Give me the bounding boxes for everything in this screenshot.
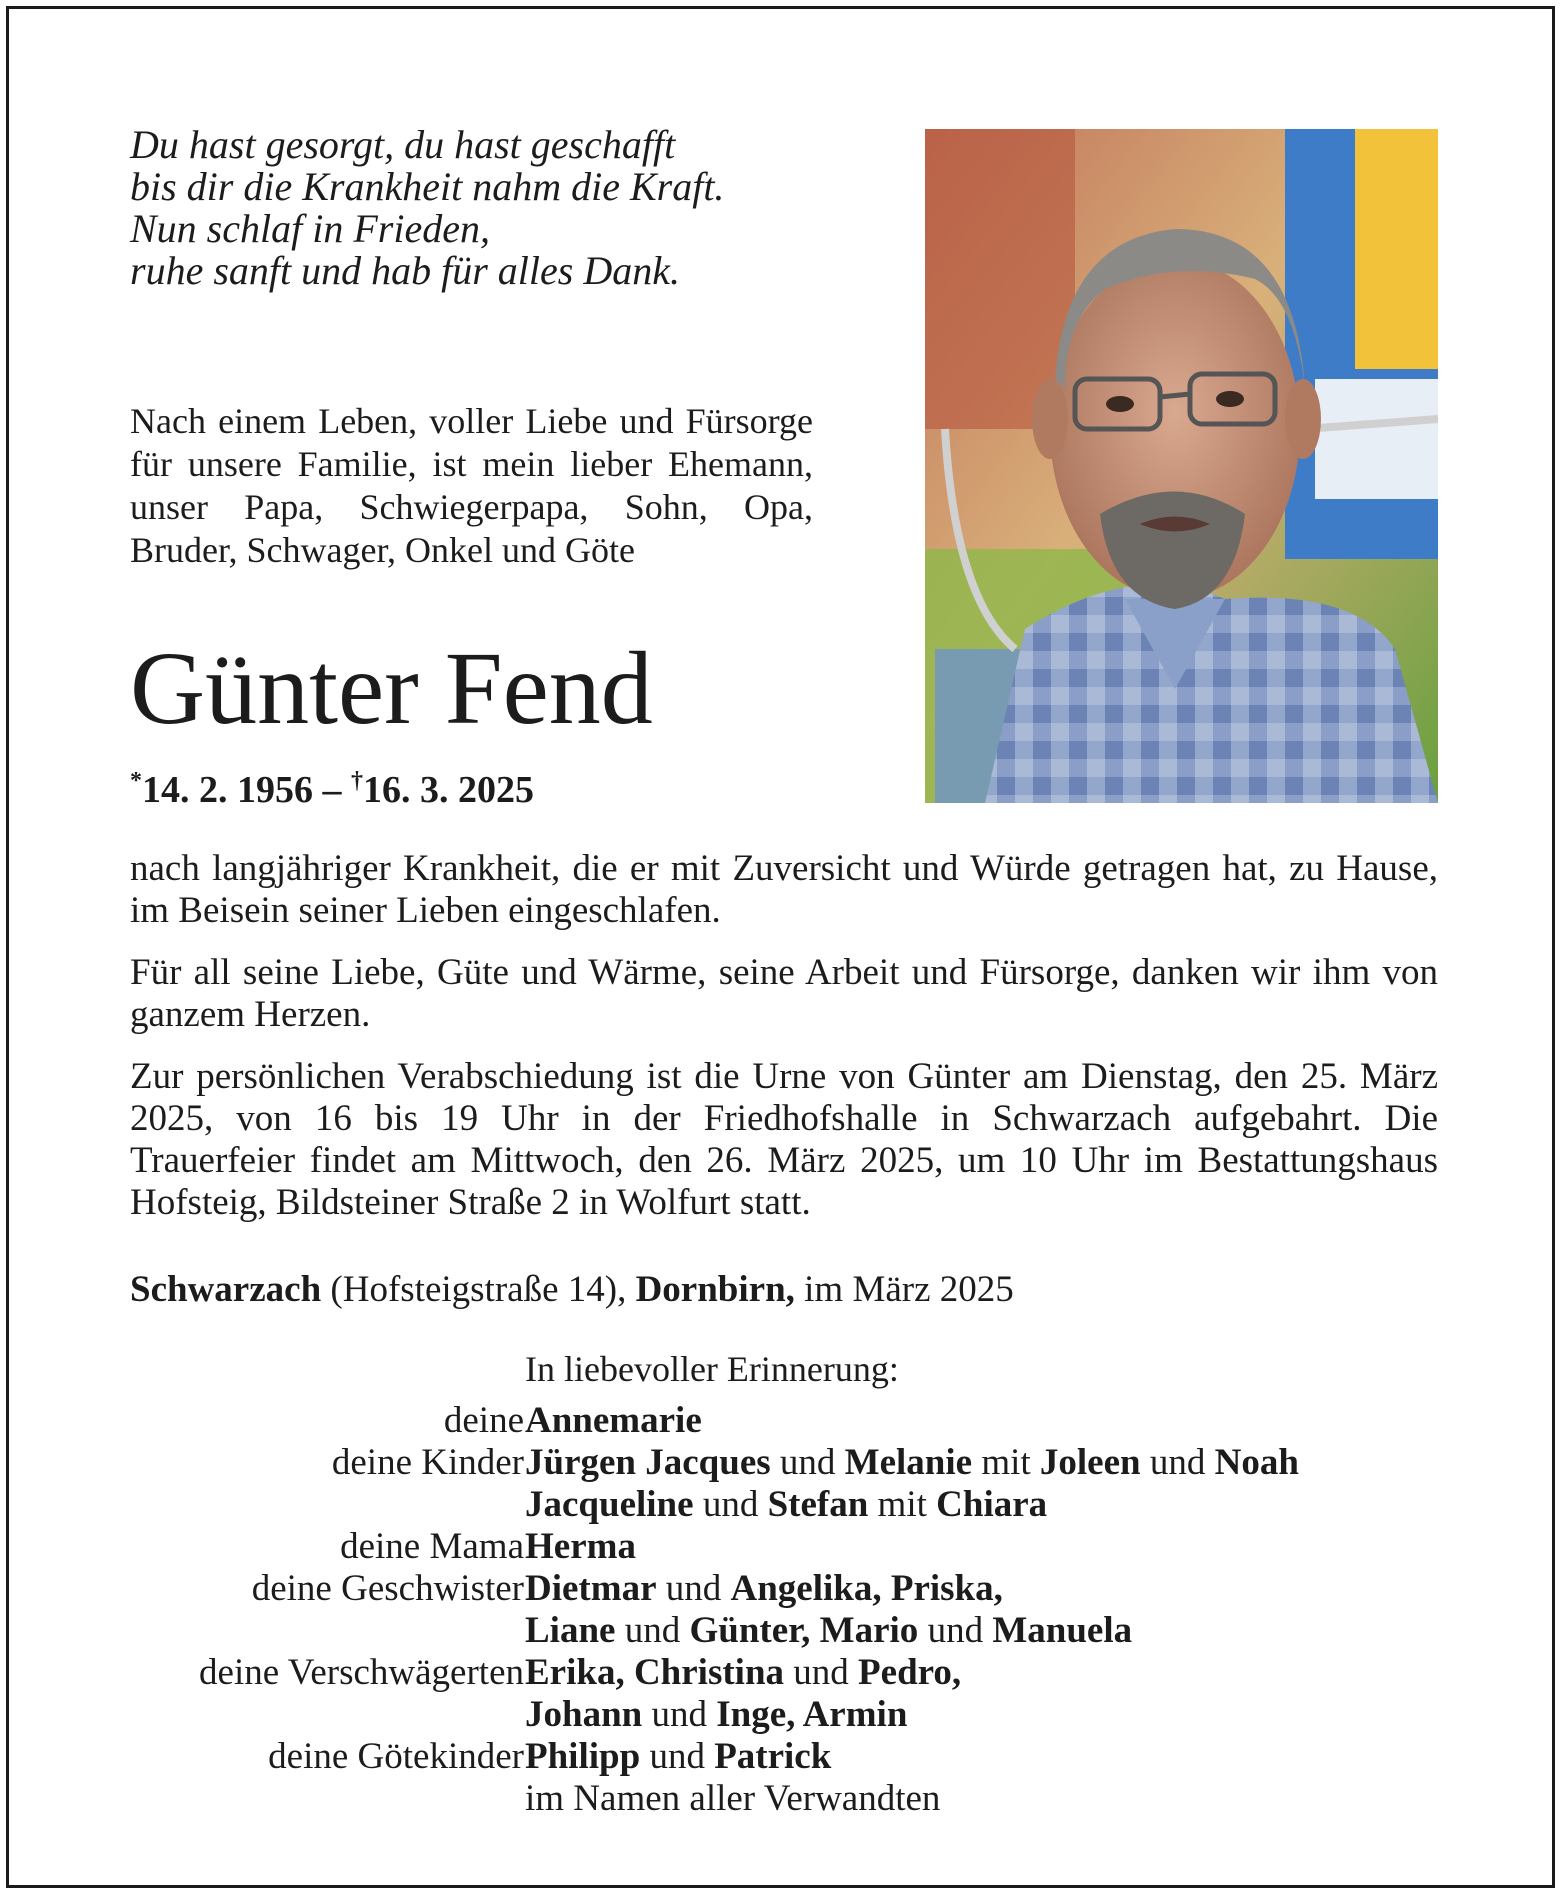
mourner-row [0, 1652, 1567, 1694]
date-separator: – [313, 769, 351, 811]
motto-line: bis dir die Krankheit nahm die Kraft. [130, 164, 725, 209]
mourner-name: Manuela [992, 1610, 1133, 1651]
birth-symbol: * [130, 768, 142, 794]
connector-text: und [615, 1610, 690, 1651]
mourner-name: Noah [1214, 1442, 1299, 1483]
mourner-row [0, 1526, 1567, 1568]
mourner-row [0, 1568, 1567, 1610]
mourner-name: Angelika, Priska, [730, 1568, 1003, 1609]
mourners-list [0, 1400, 1567, 1820]
mourner-relation: deine Verschwägerten [199, 1652, 524, 1693]
mourner-row [0, 1778, 1567, 1820]
mourner-names [525, 1736, 831, 1778]
connector-text: im Namen aller Verwandten [525, 1778, 941, 1819]
mourner-name: Joleen [1039, 1442, 1141, 1483]
mourner-relation: deine Mama [340, 1526, 524, 1567]
place-date-line [130, 1268, 1014, 1311]
mourner-name: Günter, Mario [689, 1610, 919, 1651]
memory-heading: In liebevoller Erinnerung: [525, 1349, 899, 1389]
mourner-name: Jürgen Jacques [525, 1442, 771, 1483]
death-symbol: † [351, 768, 363, 794]
mourner-names [525, 1442, 1299, 1484]
connector-text: und [918, 1610, 993, 1651]
mourner-relation: deine Geschwister [251, 1568, 524, 1609]
mourner-names [525, 1568, 1003, 1610]
mourner-names [525, 1526, 636, 1568]
connector-text: und [640, 1736, 715, 1777]
mourner-relation: deine Götekinder [268, 1736, 524, 1777]
connector-text: und [656, 1568, 731, 1609]
mourner-row [0, 1610, 1567, 1652]
mourner-row [0, 1442, 1567, 1484]
mourner-name: Erika, Christina [525, 1652, 785, 1693]
mourner-names [525, 1778, 940, 1820]
mourner-name: Melanie [844, 1442, 973, 1483]
connector-text: und [642, 1694, 717, 1735]
mourner-names [525, 1610, 1132, 1652]
mourner-row [0, 1400, 1567, 1442]
mourner-row [0, 1694, 1567, 1736]
mourner-name: Philipp [525, 1736, 641, 1777]
intro-text: Nach einem Leben, voller Liebe und Fürsorge für unsere Familie, ist mein lieber Ehemann, unser Papa, Schwiegerpapa, Sohn, Opa, Bruder, Schwager, Onkel und Göte [130, 401, 813, 570]
connector-text: und [784, 1652, 859, 1693]
connector-text: und [770, 1442, 845, 1483]
mourner-relation: deine Kinder [331, 1442, 524, 1483]
birth-date: 14. 2. 1956 [142, 769, 313, 811]
place-address: (Hofsteigstraße 14), [321, 1269, 636, 1310]
connector-text: und [1140, 1442, 1215, 1483]
place-date: im März 2025 [794, 1269, 1014, 1310]
mourner-name: Herma [525, 1526, 636, 1567]
body-paragraph: Zur persönlichen Verabschiedung ist die Urne von Günter am Dienstag, den 25. März 2025, von 16 bis 19 Uhr in der Friedhofshalle in Schwarzach aufgebahrt. Die Trauerfeier findet am Mittwoch, den 26. März 2025, um 10 Uhr im Bestattungshaus Hofsteig, Bildsteiner Straße 2 in Wolfurt statt. [130, 1056, 1438, 1223]
place-town-2: Dornbirn, [635, 1269, 795, 1310]
body-paragraph: Für all seine Liebe, Güte und Wärme, seine Arbeit und Fürsorge, danken wir ihm von ganzem Herzen. [130, 952, 1438, 1035]
connector-text: mit [972, 1442, 1040, 1483]
mourner-name: Inge, Armin [716, 1694, 908, 1735]
mourner-name: Stefan [767, 1484, 869, 1525]
mourner-name: Johann [525, 1694, 643, 1735]
connector-text: mit [868, 1484, 937, 1525]
mourner-names [525, 1484, 1047, 1526]
mourner-name: Patrick [714, 1736, 832, 1777]
place-town-1: Schwarzach [130, 1269, 322, 1310]
mourner-names [525, 1694, 907, 1736]
connector-text: und [693, 1484, 768, 1525]
mourner-row [0, 1484, 1567, 1526]
mourner-row [0, 1736, 1567, 1778]
mourner-name: Pedro, [858, 1652, 962, 1693]
motto-line: ruhe sanft und hab für alles Dank. [130, 248, 680, 293]
mourner-name: Chiara [936, 1484, 1048, 1525]
mourner-name: Annemarie [525, 1400, 702, 1441]
mourner-names [525, 1652, 961, 1694]
mourner-names [525, 1400, 702, 1442]
death-date: 16. 3. 2025 [363, 769, 534, 811]
motto-verse [130, 124, 724, 292]
deceased-name: Günter Fend [130, 631, 653, 746]
mourner-name: Dietmar [525, 1568, 657, 1609]
announcement-body [130, 848, 1438, 1224]
motto-line: Nun schlaf in Frieden, [130, 206, 490, 251]
body-paragraph: nach langjähriger Krankheit, die er mit Zuversicht und Würde getragen hat, zu Hause, im Beisein seiner Lieben eingeschlafen. [130, 848, 1438, 931]
life-dates [130, 768, 534, 812]
motto-line: Du hast gesorgt, du hast geschafft [130, 122, 676, 167]
mourner-name: Jacqueline [525, 1484, 694, 1525]
mourner-relation: deine [443, 1400, 524, 1441]
mourner-name: Liane [525, 1610, 616, 1651]
portrait-photo [925, 129, 1438, 803]
